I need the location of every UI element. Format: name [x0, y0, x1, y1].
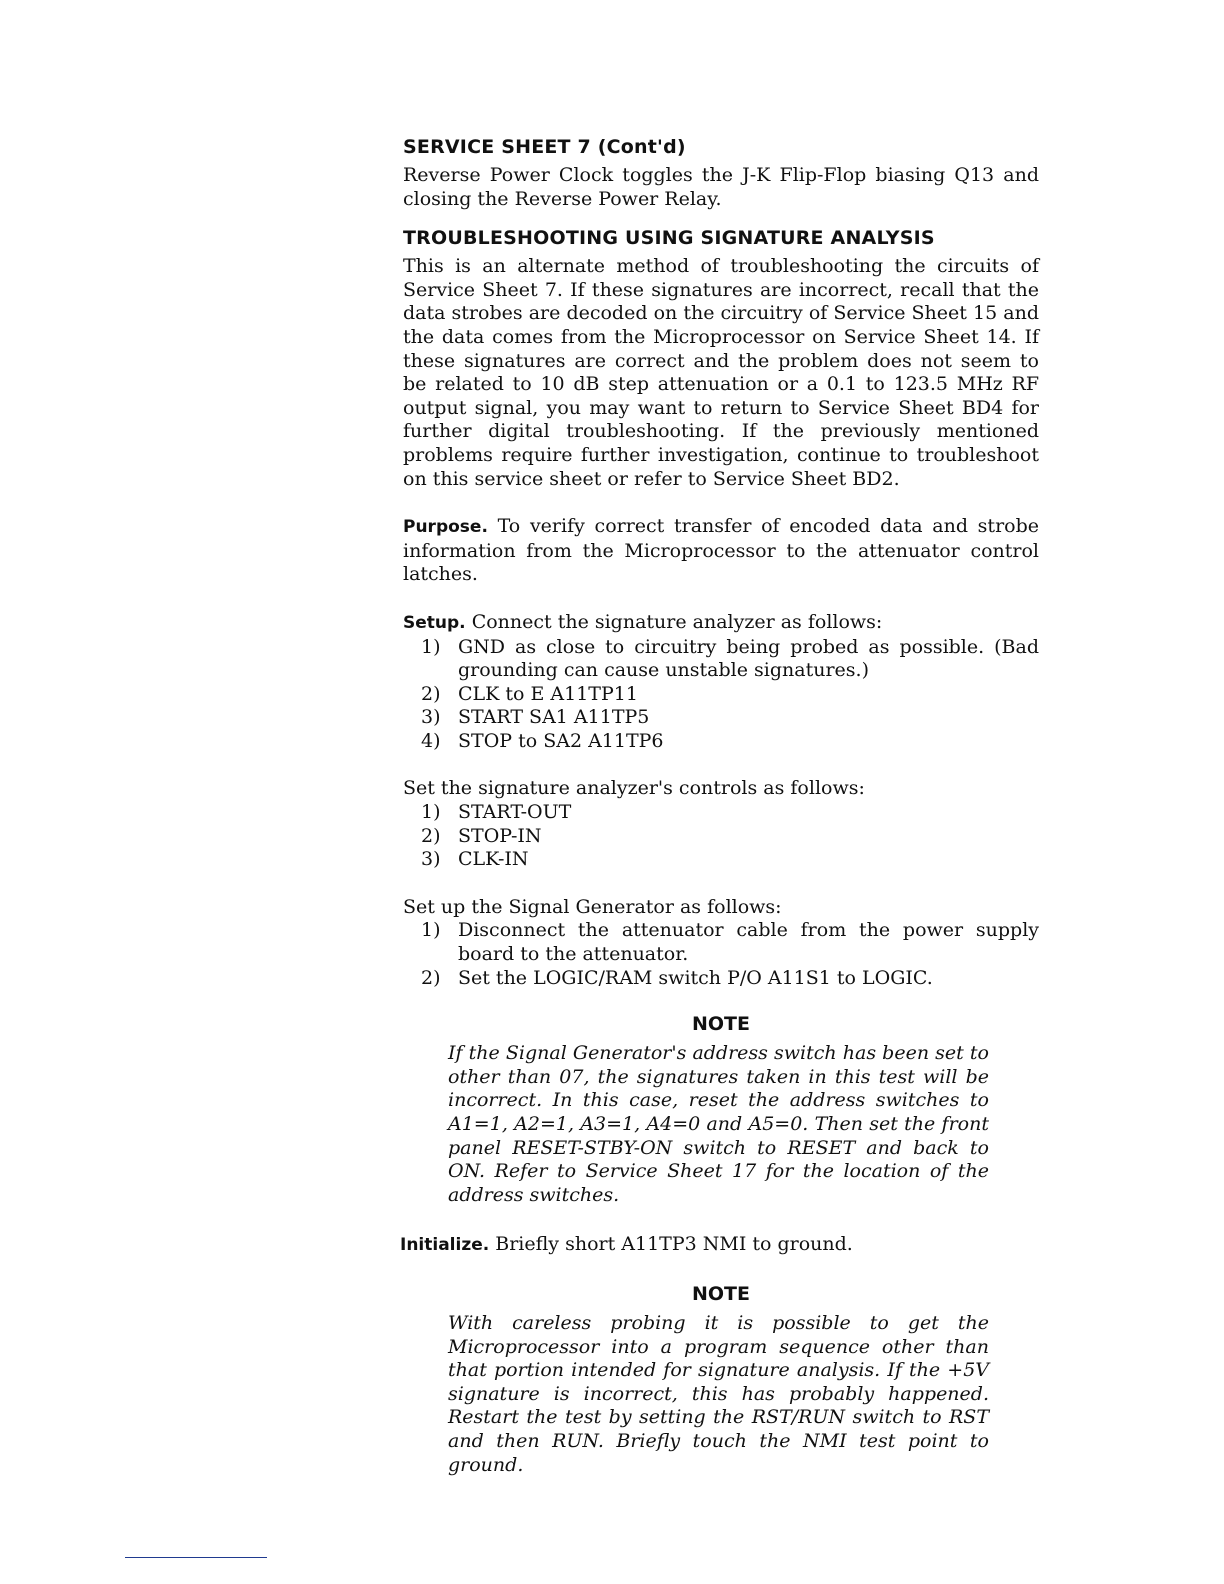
list-item: 1) GND as close to circuitry being probed as possible. (Bad grounding can cause unstable signatures.) — [421, 635, 1039, 682]
generator-list — [403, 919, 1039, 990]
note-body: If the Signal Generator's address switch has been set to other than 07, the signatures taken in this test will be incorrect. In this case, reset the address switches to A1=1, A2=1, A3=1, A4=0 and A5=0. Then set the front panel RESET-STBY-ON switch to RESET and back to ON. Refer to Service Sheet 17 for the location of the address switches. — [448, 1042, 989, 1206]
setup-paragraph — [403, 611, 1039, 636]
list-item: 4) STOP to SA2 A11TP6 — [421, 729, 664, 752]
list-item: 3) START SA1 A11TP5 — [421, 706, 650, 729]
list-item: 2) Set the LOGIC/RAM switch P/O A11S1 to LOGIC. — [421, 966, 933, 989]
note-title: NOTE — [692, 1013, 750, 1036]
list-item: 3) CLK-IN — [421, 848, 529, 871]
list-item: 2) CLK to E A11TP11 — [421, 682, 638, 705]
setup-list — [403, 636, 1039, 754]
list-item: 1) START-OUT — [421, 801, 572, 824]
controls-intro: Set the signature analyzer's controls as follows: — [403, 777, 865, 800]
note-body: With careless probing it is possible to get the Microprocessor into a program sequence other than that portion intended for signature analysis. If the +5V signature is incorrect, this has probably happened. Restart the test by setting the RST/RUN switch to RST and then RUN. Briefly touch the NMI test point to ground. — [448, 1311, 989, 1476]
setup-label: Setup. — [403, 612, 466, 633]
list-item: 2) STOP-IN — [421, 824, 542, 847]
page-title: SERVICE SHEET 7 (Cont'd) — [403, 136, 686, 158]
list-item: 1) Disconnect the attenuator cable from the power supply board to the attenuator. — [421, 919, 1039, 966]
purpose-label: Purpose. — [403, 517, 488, 538]
purpose-paragraph — [403, 515, 1039, 587]
document-page — [400, 134, 1039, 1477]
setup-text: Connect the signature analyzer as follows: — [471, 610, 883, 633]
section-body: This is an alternate method of troubleshooting the circuits of Service Sheet 7. If these signatures are incorrect, recall that the data strobes are decoded on the circuitry of Service Sheet 15 and the data comes from the Microprocessor on Service Sheet 14. If these signatures are correct and the problem does not seem to be related to 10 dB step attenuation or a 0.1 to 123.5 MHz RF output signal, you may want to return to Service Sheet BD4 for further digital troubleshooting. If the previously mentioned problems require further investigation, continue to troubleshoot on this service sheet or refer to Service Sheet BD2. — [403, 255, 1039, 490]
footer-rule — [125, 1557, 267, 1558]
initialize-label: Initialize. — [400, 1235, 490, 1256]
section-heading: TROUBLESHOOTING USING SIGNATURE ANALYSIS — [403, 227, 935, 250]
intro-paragraph: Reverse Power Clock toggles the J-K Flip-Flop biasing Q13 and closing the Reverse Power Relay. — [403, 164, 1039, 210]
initialize-paragraph — [400, 1233, 1039, 1258]
generator-intro: Set up the Signal Generator as follows: — [403, 895, 782, 918]
purpose-text: To verify correct transfer of encoded data and strobe information from the Microprocessor to the attenuator control latches. — [403, 515, 1039, 586]
note-title: NOTE — [692, 1282, 750, 1305]
controls-list — [403, 801, 1039, 872]
initialize-text: Briefly short A11TP3 NMI to ground. — [495, 1233, 853, 1256]
